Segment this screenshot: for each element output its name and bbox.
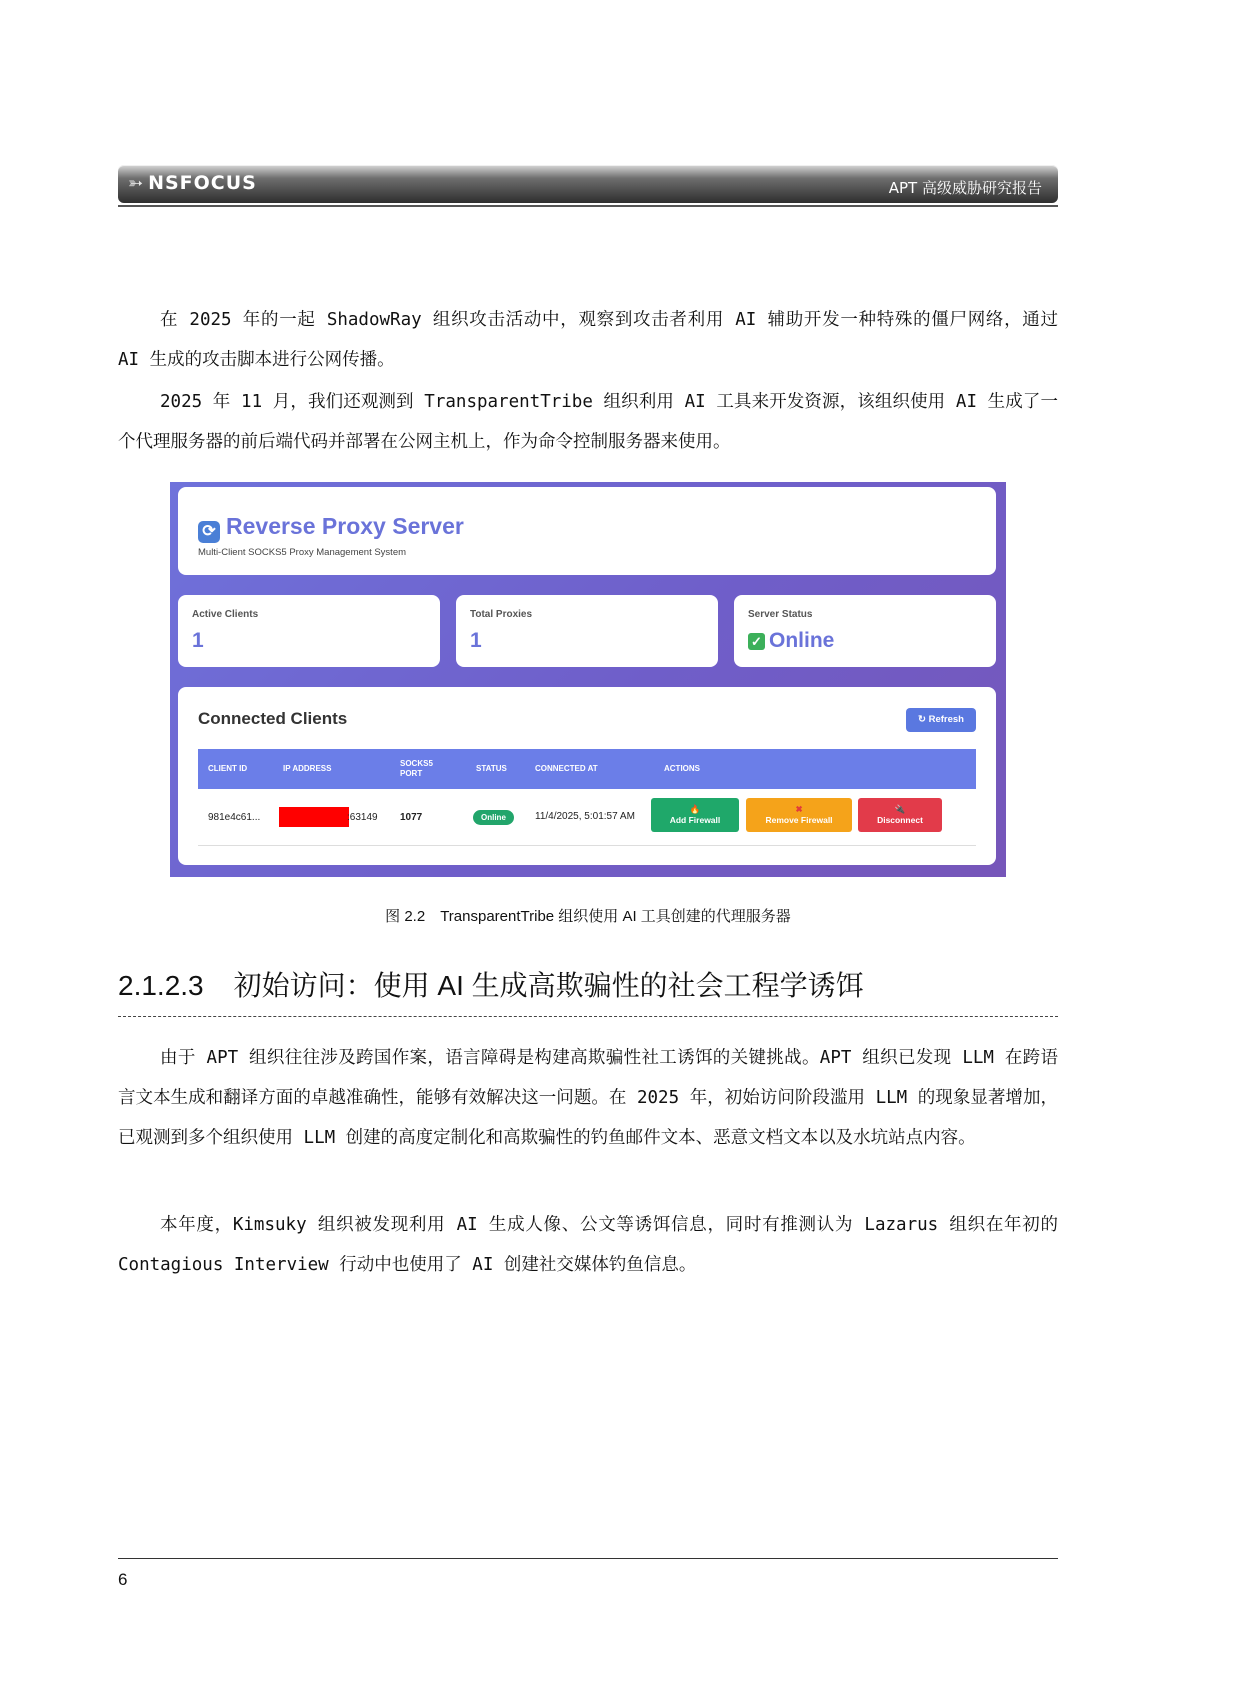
column-header: SOCKS5 PORT	[400, 759, 433, 778]
column-header: CLIENT ID	[208, 764, 248, 773]
disconnect-button[interactable]: 🔌 Disconnect	[858, 798, 942, 832]
client-id-cell: 981e4c61...	[208, 811, 261, 823]
status-badge: Online	[473, 810, 514, 825]
column-header: CONNECTED AT	[535, 764, 598, 773]
remove-firewall-button[interactable]: ✖ Remove Firewall	[746, 798, 852, 832]
plug-icon: 🔌	[894, 804, 906, 814]
paragraph-language-barrier: 由于 APT 组织往往涉及跨国作案，语言障碍是构建高欺骗性社工诱饵的关键挑战。APT 组织已发现 LLM 在跨语言文本生成和翻译方面的卓越准确性，能够有效解决这一问题。在 2025 年，初始访问阶段滥用 LLM 的现象显著增加，已观测到多个组织使用 LLM 创建的高度定制化和高欺骗性的钓鱼邮件文本、恶意文档文本以及水坑站点内容。	[118, 1048, 1058, 1148]
figure-caption: 图 2.2 TransparentTribe 组织使用 AI 工具创建的代理服务器	[385, 908, 791, 925]
ip-address-cell: :63149	[347, 811, 378, 823]
red-x-icon: ✖	[795, 804, 803, 814]
paragraph-kimsuky-lazarus: 本年度，Kimsuky 组织被发现利用 AI 生成人像、公文等诱饵信息，同时有推测认为 Lazarus 组织在年初的 Contagious Interview 行动中也使用了 AI 创建社交媒体钓鱼信息。	[118, 1215, 1058, 1275]
clients-title: Connected Clients	[198, 709, 348, 728]
report-header-bar	[118, 165, 1058, 203]
socks5-port-cell: 1077	[400, 811, 423, 823]
stat-value: 1	[192, 629, 204, 652]
stat-value: ✓ Online	[748, 629, 834, 653]
stat-card-active-clients	[178, 595, 440, 667]
column-header: STATUS	[476, 764, 507, 773]
section-heading: 2.1.2.3 初始访问：使用 AI 生成高欺骗性的社会工程学诱饵	[118, 970, 864, 1001]
flame-icon: 🔥	[689, 804, 701, 814]
app-title: ⟳ Reverse Proxy Server	[198, 513, 464, 543]
report-title: APT 高级威胁研究报告	[888, 179, 1042, 197]
stat-value: 1	[470, 629, 482, 652]
app-title-card	[178, 487, 996, 575]
refresh-arrows-icon: ⟳	[198, 521, 220, 543]
eagle-logo-icon: ➳	[128, 173, 145, 194]
paragraph-shadowray: 在 2025 年的一起 ShadowRay 组织攻击活动中，观察到攻击者利用 AI 辅助开发一种特殊的僵尸网络，通过 AI 生成的攻击脚本进行公网传播。	[118, 310, 1058, 370]
refresh-button[interactable]: ↻ Refresh	[906, 708, 976, 732]
nsfocus-logo: ➳ NSFOCUS	[128, 172, 257, 194]
table-row	[198, 789, 976, 846]
check-icon: ✓	[748, 633, 765, 650]
stat-label: Server Status	[748, 609, 813, 620]
column-header: ACTIONS	[664, 764, 700, 773]
footer-rule	[118, 1558, 1058, 1559]
redacted-ip-block	[279, 807, 349, 827]
paragraph-transparenttribe: 2025 年 11 月，我们还观测到 TransparentTribe 组织利用 AI 工具来开发资源，该组织使用 AI 生成了一个代理服务器的前后端代码并部署在公网主机上，作为命令控制服务器来使用。	[118, 392, 1058, 452]
table-header	[198, 749, 976, 789]
add-firewall-button[interactable]: 🔥 Add Firewall	[651, 798, 739, 832]
page-number: 6	[118, 1570, 128, 1589]
header-rule	[118, 205, 1058, 207]
app-subtitle: Multi-Client SOCKS5 Proxy Management System	[198, 547, 407, 558]
stat-label: Total Proxies	[470, 609, 533, 620]
proxy-server-screenshot	[170, 482, 1006, 877]
connected-at-cell: 11/4/2025, 5:01:57 AM	[535, 811, 635, 822]
stat-card-server-status	[734, 595, 996, 667]
connected-clients-card	[178, 687, 996, 865]
heading-dashed-rule	[118, 1016, 1058, 1017]
column-header: IP ADDRESS	[283, 764, 332, 773]
stat-label: Active Clients	[192, 609, 259, 620]
stat-card-total-proxies	[456, 595, 718, 667]
